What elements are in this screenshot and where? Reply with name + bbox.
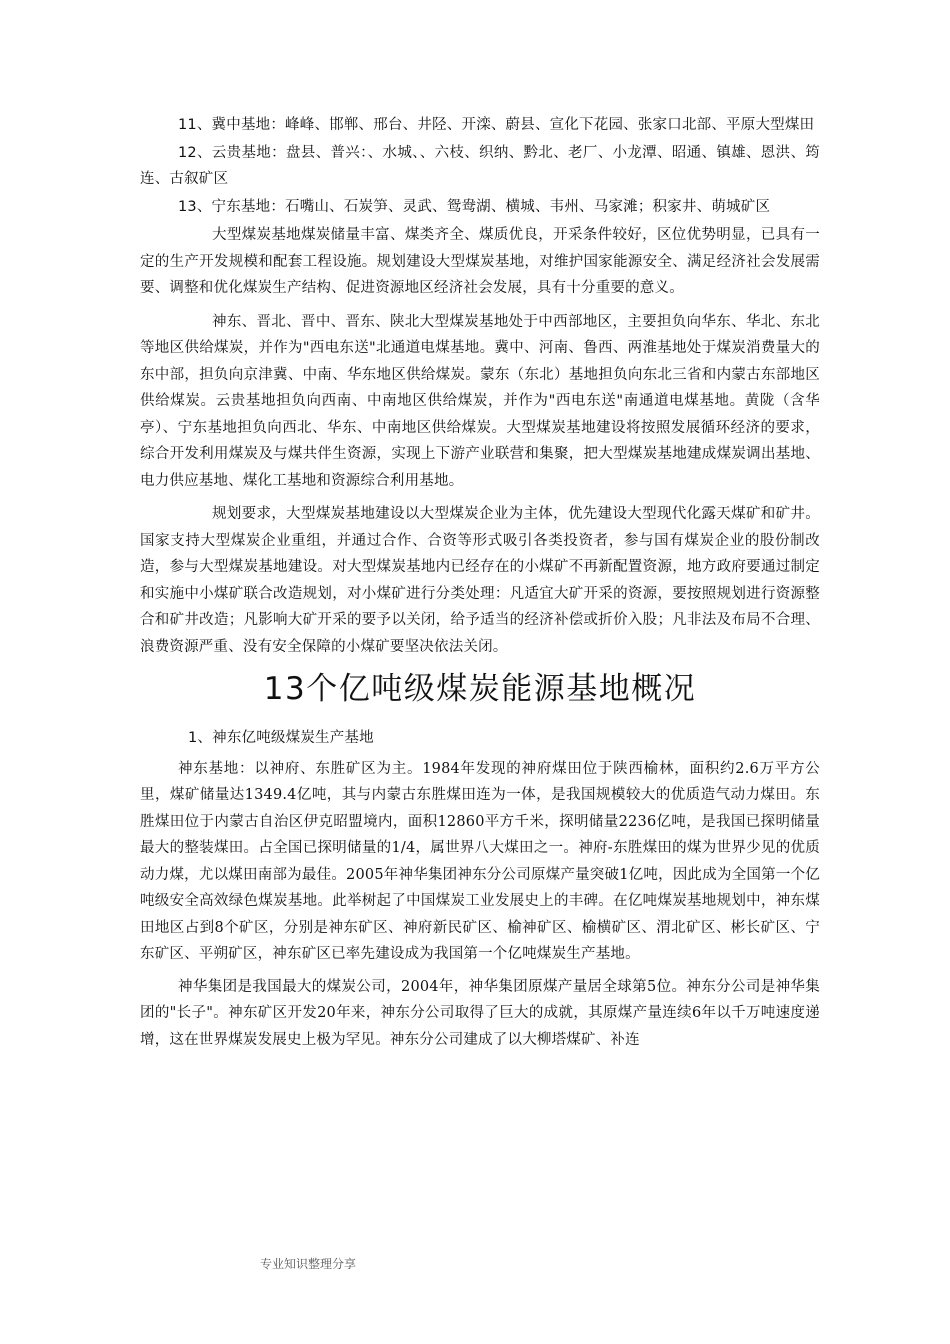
list-item-jizhong-base: 11、冀中基地：峰峰、邯郸、邢台、井陉、开滦、蔚县、宣化下花园、张家口北部、平原大型煤田: [178, 117, 815, 133]
page-footer: 专业知识整理分享: [260, 1257, 357, 1271]
subsection-heading: 1、神东亿吨级煤炭生产基地: [188, 730, 374, 746]
paragraph-shenhua-group: 神华集团是我国最大的煤炭公司，2004年，神华集团原煤产量居全球第5位。神东分公司是神华集团的"长子"。神东矿区开发20年来，神东分公司取得了巨大的成就，其原煤产量连续6年以千万吨速度递增，这在世界煤炭发展史上极为罕见。神东分公司建成了以大柳塔煤矿、补连: [140, 978, 820, 1048]
section-heading: 13个亿吨级煤炭能源基地概况: [263, 671, 697, 707]
paragraph-planning-requirements: 规划要求，大型煤炭基地建设以大型煤炭企业为主体，优先建设大型现代化露天煤矿和矿井。国家支持大型煤炭企业重组，并通过合作、合资等形式吸引各类投资者，参与国有煤炭企业的股份制改造，参与大型煤炭基地建设。对大型煤炭基地内已经存在的小煤矿不再新配置资源，地方政府要通过制定和实施中小煤矿联合改造规划，对小煤矿进行分类处理：凡适宜大矿开采的资源，要按照规划进行资源整合和矿井改造；凡影响大矿开采的要予以关闭，给予适当的经济补偿或折价入股；凡非法及布局不合理、浪费资源严重、没有安全保障的小煤矿要坚决依法关闭。: [140, 506, 820, 655]
paragraph-base-significance: 大型煤炭基地煤炭储量丰富、煤类齐全、煤质优良，开采条件较好，区位优势明显，已具有一定的生产开发规模和配套工程设施。规划建设大型煤炭基地，对维护国家能源安全、满足经济社会发展需要、调整和优化煤炭生产结构、促进资源地区经济社会发展，具有十分重要的意义。: [140, 227, 820, 296]
paragraph-shendong-base: 神东基地：以神府、东胜矿区为主。1984年发现的神府煤田位于陕西榆林，面积约2.6万平方公里，煤矿储量达1349.4亿吨，其与内蒙古东胜煤田连为一体，是我国规模较大的优质造气动力煤田。东胜煤田位于内蒙古自治区伊克昭盟境内，面积12860平方千米，探明储量2236亿吨，是我国已探明储量最大的整装煤田。占全国已探明储量的1/4，属世界八大煤田之一。神府-东胜煤田的煤为世界少见的优质动力煤，尤以煤田南部为最佳。2005年神华集团神东分公司原煤产量突破1亿吨，因此成为全国第一个亿吨级安全高效绿色煤炭基地。此举树起了中国煤炭工业发展史上的丰碑。在亿吨煤炭基地规划中，神东煤田地区占到8个矿区，分别是神东矿区、神府新民矿区、榆神矿区、榆横矿区、渭北矿区、彬长矿区、宁东矿区、平朔矿区，神东矿区已率先建设成为我国第一个亿吨煤炭生产基地。: [140, 760, 820, 962]
list-item-yungui-base: 12、云贵基地：盘县、普兴：、水城、、六枝、织纳、黔北、老厂、小龙潭、昭通、镇雄、恩洪、筠连、古叙矿区: [140, 144, 820, 187]
paragraph-base-distribution: 神东、晋北、晋中、晋东、陕北大型煤炭基地处于中西部地区，主要担负向华东、华北、东北等地区供给煤炭，并作为"西电东送"北通道电煤基地。冀中、河南、鲁西、两淮基地处于煤炭消费量大的东中部，担负向京津冀、中南、华东地区供给煤炭。蒙东（东北）基地担负向东北三省和内蒙古东部地区供给煤炭。云贵基地担负向西南、中南地区供给煤炭，并作为"西电东送"南通道电煤基地。黄陇（含华亭）、宁东基地担负向西北、华东、中南地区供给煤炭。大型煤炭基地建设将按照发展循环经济的要求，综合开发利用煤炭及与煤共伴生资源，实现上下游产业联营和集聚，把大型煤炭基地建成煤炭调出基地、电力供应基地、煤化工基地和资源综合利用基地。: [140, 313, 820, 489]
list-item-ningdong-base: 13、宁东基地：石嘴山、石炭笋、灵武、鸳鸯湖、横城、韦州、马家滩；积家井、萌城矿区: [178, 198, 771, 215]
document-body: [140, 112, 820, 1059]
